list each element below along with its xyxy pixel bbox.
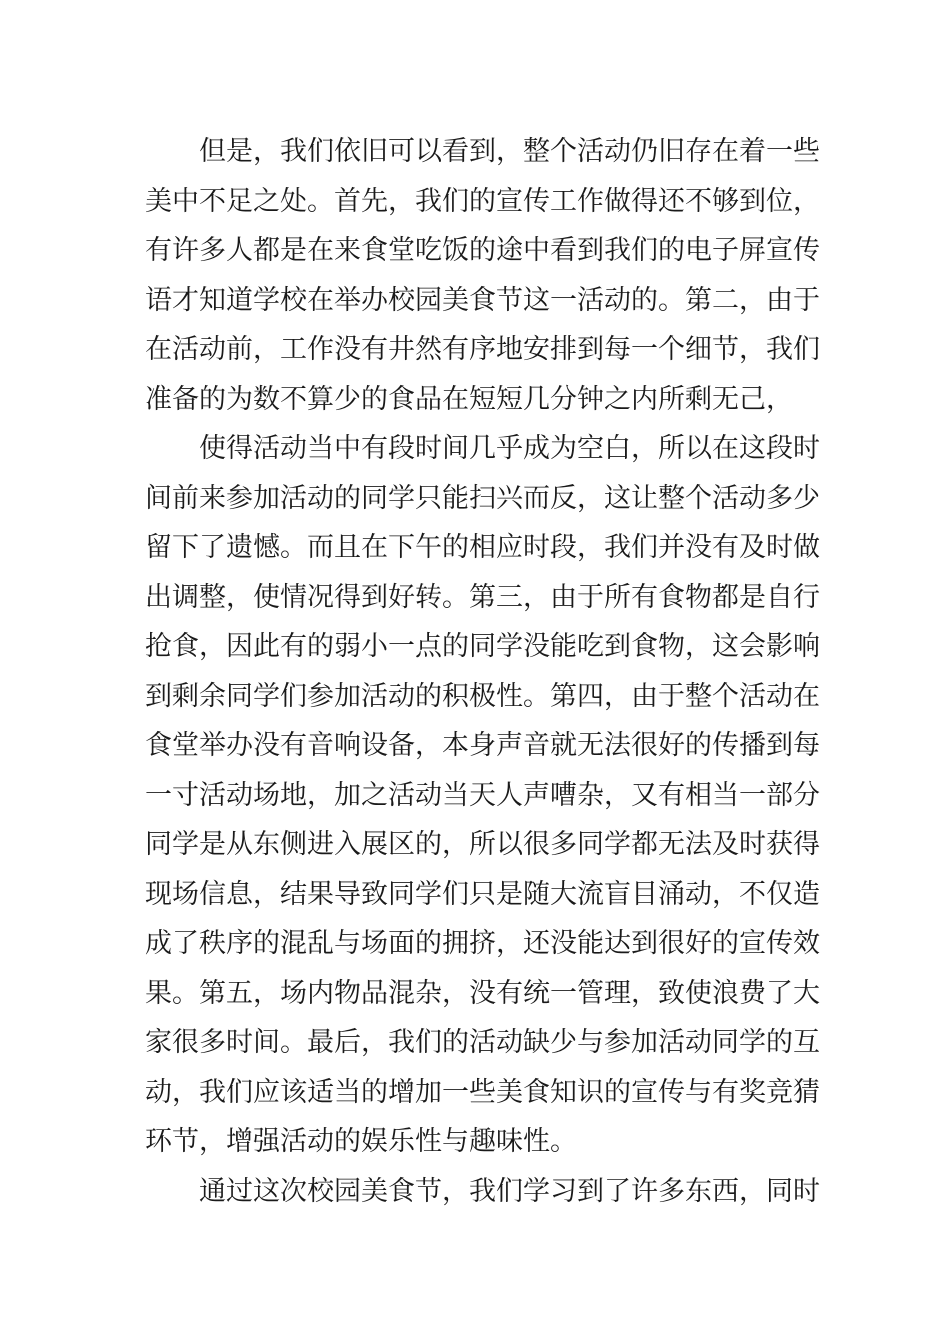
paragraph-2-line-12: 果。第五，场内物品混杂，没有统一管理，致使浪费了大: [145, 977, 820, 1009]
paragraph-1-line-2: 美中不足之处。首先，我们的宣传工作做得还不够到位，: [145, 185, 820, 217]
paragraph-3-line-1: 通过这次校园美食节，我们学习到了许多东西，同时: [199, 1175, 820, 1207]
paragraph-1-line-5: 在活动前，工作没有井然有序地安排到每一个细节，我们: [145, 334, 820, 365]
paragraph-2-line-4: 出调整，使情况得到好转。第三，由于所有食物都是自行: [145, 581, 820, 613]
body-text: [145, 127, 820, 1216]
paragraph-2-line-3: 留下了遗憾。而且在下午的相应时段，我们并没有及时做: [145, 532, 820, 563]
paragraph-2-line-10: 现场信息，结果导致同学们只是随大流盲目涌动，不仅造: [145, 878, 820, 910]
paragraph-2-line-5: 抢食，因此有的弱小一点的同学没能吃到食物，这会影响: [145, 631, 820, 662]
paragraph-1-line-4: 语才知道学校在举办校园美食节这一活动的。第二，由于: [145, 284, 820, 316]
paragraph-2-line-8: 一寸活动场地，加之活动当天人声嘈杂，又有相当一部分: [145, 779, 820, 811]
paragraph-2-line-9: 同学是从东侧进入展区的，所以很多同学都无法及时获得: [145, 829, 820, 860]
paragraph-2-line-14: 动，我们应该适当的增加一些美食知识的宣传与有奖竞猜: [145, 1076, 820, 1108]
paragraph-2-line-11: 成了秩序的混乱与场面的拥挤，还没能达到很好的宣传效: [145, 928, 820, 959]
paragraph-1-line-1: 但是，我们依旧可以看到，整个活动仍旧存在着一些: [199, 136, 820, 167]
paragraph-2-line-6: 到剩余同学们参加活动的积极性。第四，由于整个活动在: [145, 680, 820, 712]
paragraph-2-line-15: 环节，增强活动的娱乐性与趣味性。: [145, 1126, 577, 1157]
paragraph-2-line-2: 间前来参加活动的同学只能扫兴而反，这让整个活动多少: [145, 482, 820, 514]
paragraph-2-line-7: 食堂举办没有音响设备，本身声音就无法很好的传播到每: [145, 730, 820, 761]
paragraph-1-line-3: 有许多人都是在来食堂吃饭的途中看到我们的电子屏宣传: [145, 235, 820, 266]
paragraph-1-line-6: 准备的为数不算少的食品在短短几分钟之内所剩无己，: [145, 383, 793, 415]
paragraph-2-line-1: 使得活动当中有段时间几乎成为空白，所以在这段时: [199, 433, 820, 464]
paragraph-2-line-13: 家很多时间。最后，我们的活动缺少与参加活动同学的互: [145, 1027, 820, 1058]
